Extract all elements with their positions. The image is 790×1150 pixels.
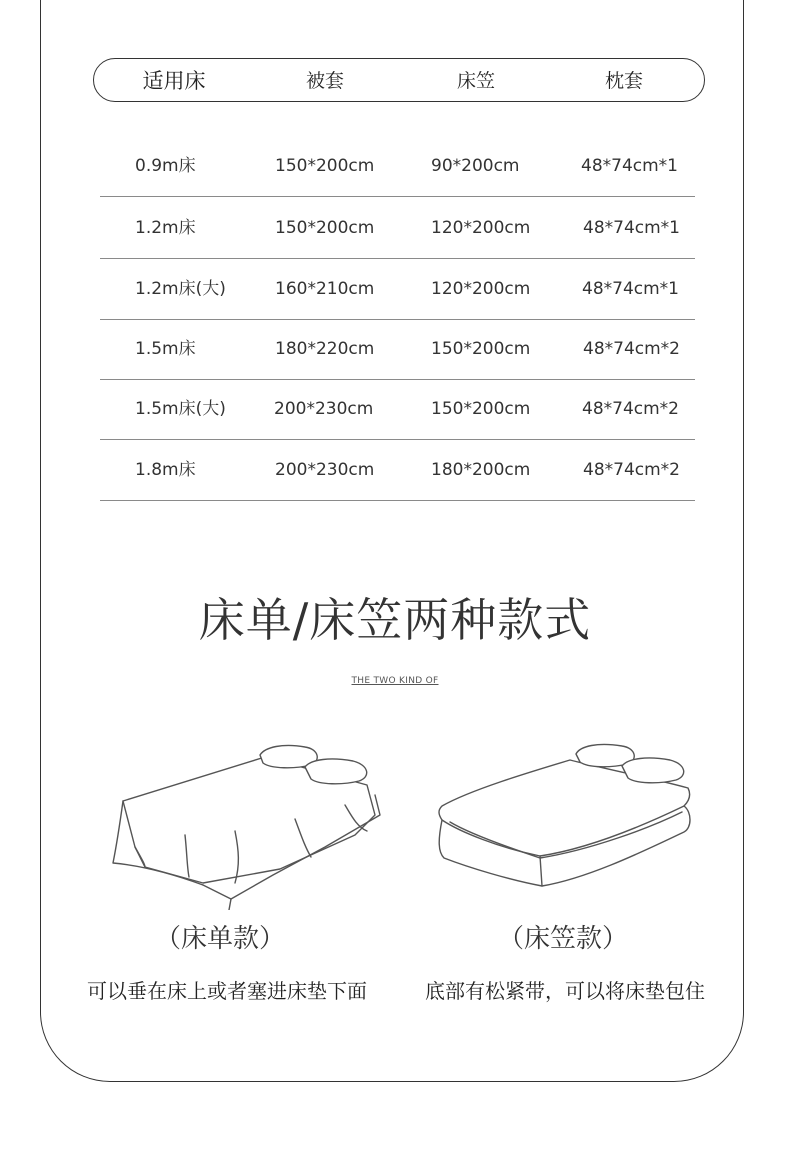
fitted-sheet-caption: （床笠款） bbox=[497, 924, 628, 954]
cell-duvet-cover: 200*230cm bbox=[275, 460, 375, 480]
header-bed-size: 适用床 bbox=[142, 69, 206, 93]
fitted-sheet-bed-icon bbox=[430, 740, 695, 890]
cell-duvet-cover: 150*200cm bbox=[275, 156, 375, 176]
row-divider bbox=[100, 500, 695, 501]
cell-fitted-sheet: 120*200cm bbox=[431, 218, 531, 238]
table-header bbox=[93, 58, 705, 102]
header-fitted-sheet: 床笠 bbox=[456, 70, 496, 92]
section-subtitle bbox=[0, 676, 790, 686]
cell-bed-size: 1.2m床 bbox=[135, 218, 196, 238]
cell-fitted-sheet: 180*200cm bbox=[431, 460, 531, 480]
cell-pillowcase: 48*74cm*2 bbox=[582, 399, 679, 419]
table-row bbox=[100, 378, 695, 440]
table-row bbox=[100, 197, 695, 259]
cell-duvet-cover: 160*210cm bbox=[275, 279, 375, 299]
section-subtitle-text: THE TWO KIND OF bbox=[351, 676, 439, 686]
cell-fitted-sheet: 150*200cm bbox=[431, 339, 531, 359]
cell-bed-size: 1.5m床(大) bbox=[135, 399, 226, 419]
cell-pillowcase: 48*74cm*1 bbox=[583, 218, 680, 238]
header-pillowcase: 枕套 bbox=[604, 70, 644, 92]
table-row bbox=[100, 439, 695, 501]
cell-pillowcase: 48*74cm*1 bbox=[581, 156, 678, 176]
fitted-sheet-description: 底部有松紧带，可以将床垫包住 bbox=[425, 979, 705, 1003]
cell-bed-size: 1.8m床 bbox=[135, 460, 196, 480]
cell-pillowcase: 48*74cm*2 bbox=[583, 339, 680, 359]
cell-duvet-cover: 200*230cm bbox=[274, 399, 374, 419]
table-row bbox=[100, 135, 695, 197]
cell-bed-size: 1.2m床(大) bbox=[135, 279, 226, 299]
cell-duvet-cover: 150*200cm bbox=[275, 218, 375, 238]
header-duvet-cover: 被套 bbox=[305, 70, 345, 92]
cell-fitted-sheet: 90*200cm bbox=[431, 156, 520, 176]
cell-pillowcase: 48*74cm*1 bbox=[582, 279, 679, 299]
section-title: 床单/床笠两种款式 bbox=[198, 593, 592, 647]
cell-duvet-cover: 180*220cm bbox=[275, 339, 375, 359]
cell-pillowcase: 48*74cm*2 bbox=[583, 460, 680, 480]
flat-sheet-caption: （床单款） bbox=[154, 924, 285, 954]
table-row bbox=[100, 258, 695, 320]
flat-sheet-description: 可以垂在床上或者塞进床垫下面 bbox=[87, 979, 367, 1003]
cell-bed-size: 1.5m床 bbox=[135, 339, 196, 359]
cell-fitted-sheet: 150*200cm bbox=[431, 399, 531, 419]
cell-fitted-sheet: 120*200cm bbox=[431, 279, 531, 299]
flat-sheet-bed-icon bbox=[105, 735, 390, 910]
table-row bbox=[100, 318, 695, 380]
cell-bed-size: 0.9m床 bbox=[135, 156, 196, 176]
